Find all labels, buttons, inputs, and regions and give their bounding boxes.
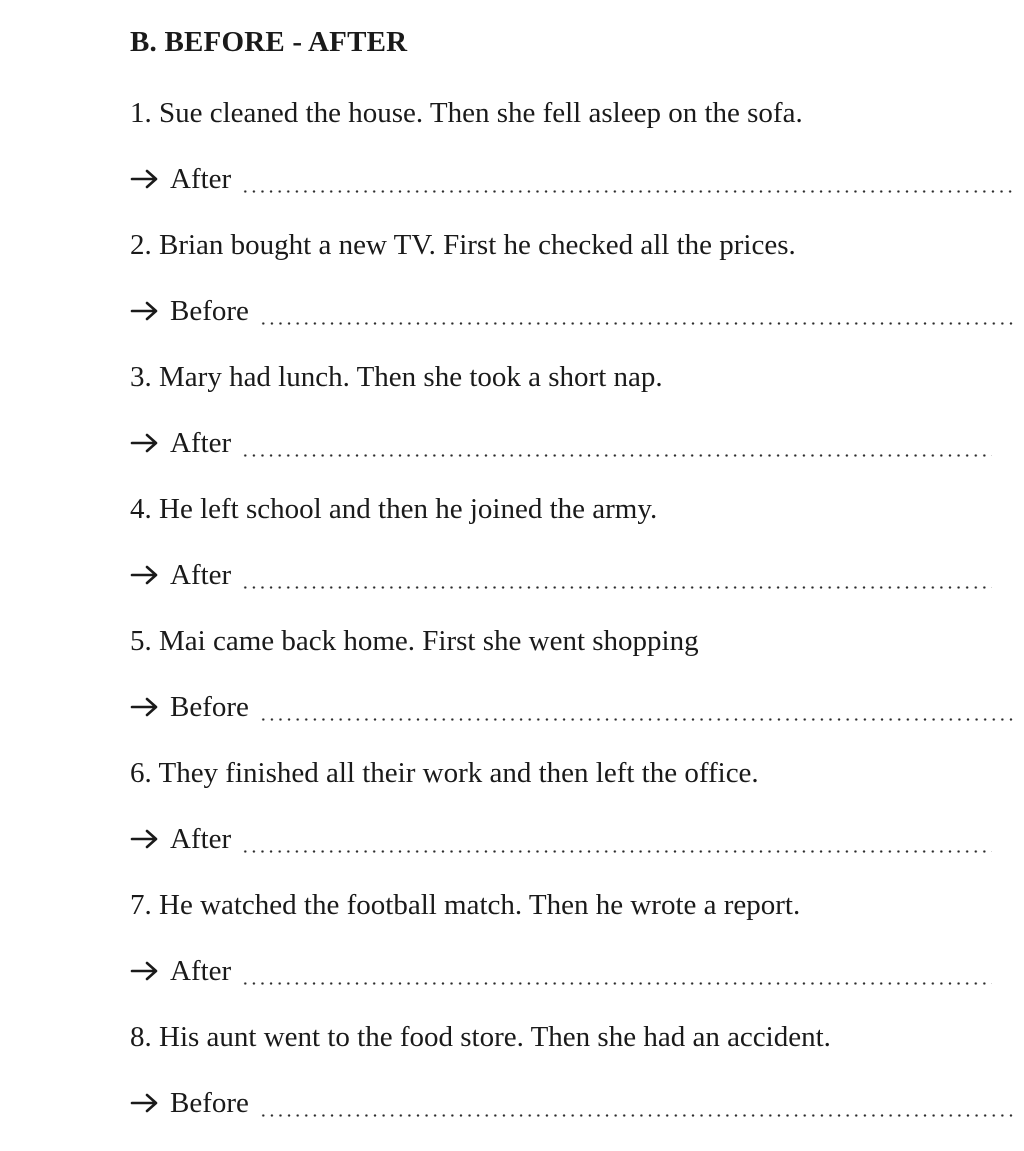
answer-line [130,161,1014,197]
answer-line [130,293,1014,329]
prompt-sentence: 2. Brian bought a new TV. First he checked all the prices. [130,229,796,261]
answer-keyword: Before [170,295,249,327]
right-arrow-icon [130,828,160,850]
right-arrow-icon [130,564,160,586]
exercise-item-6 [130,755,1024,887]
answer-blank[interactable] [241,850,992,853]
answer-line [130,557,1014,593]
answer-blank[interactable] [241,454,992,457]
prompt-sentence: 6. They finished all their work and then left the office. [130,757,759,789]
right-arrow-icon [130,960,160,982]
answer-keyword: Before [170,691,249,723]
answer-keyword: After [170,427,232,459]
answer-line [130,1085,1014,1121]
prompt-sentence: 3. Mary had lunch. Then she took a short nap. [130,361,663,393]
answer-blank[interactable] [241,190,1014,193]
answer-line [130,953,1014,989]
exercise-item-1 [130,95,1024,227]
exercise-item-2 [130,227,1024,359]
prompt-sentence: 8. His aunt went to the food store. Then she had an accident. [130,1021,831,1053]
answer-keyword: After [170,163,232,195]
exercise-item-7 [130,887,1024,1019]
answer-line [130,821,1014,857]
exercise-item-8 [130,1019,1024,1151]
right-arrow-icon [130,696,160,718]
prompt-sentence: 1. Sue cleaned the house. Then she fell asleep on the sofa. [130,97,803,129]
answer-keyword: After [170,559,232,591]
exercise-item-3 [130,359,1024,491]
answer-line [130,425,1014,461]
prompt-sentence: 7. He watched the football match. Then he wrote a report. [130,889,801,921]
answer-keyword: After [170,823,232,855]
right-arrow-icon [130,432,160,454]
section-title: B. BEFORE - AFTER [130,26,408,58]
answer-blank[interactable] [241,982,992,985]
exercise-item-5 [130,623,1024,755]
right-arrow-icon [130,300,160,322]
prompt-sentence: 4. He left school and then he joined the army. [130,493,658,525]
answer-blank[interactable] [259,718,1014,721]
answer-blank[interactable] [259,1114,1014,1117]
answer-blank[interactable] [259,322,1014,325]
answer-keyword: After [170,955,232,987]
prompt-sentence: 5. Mai came back home. First she went shopping [130,625,699,657]
right-arrow-icon [130,1092,160,1114]
right-arrow-icon [130,168,160,190]
answer-keyword: Before [170,1087,249,1119]
exercise-item-4 [130,491,1024,623]
answer-line [130,689,1014,725]
answer-blank[interactable] [241,586,992,589]
